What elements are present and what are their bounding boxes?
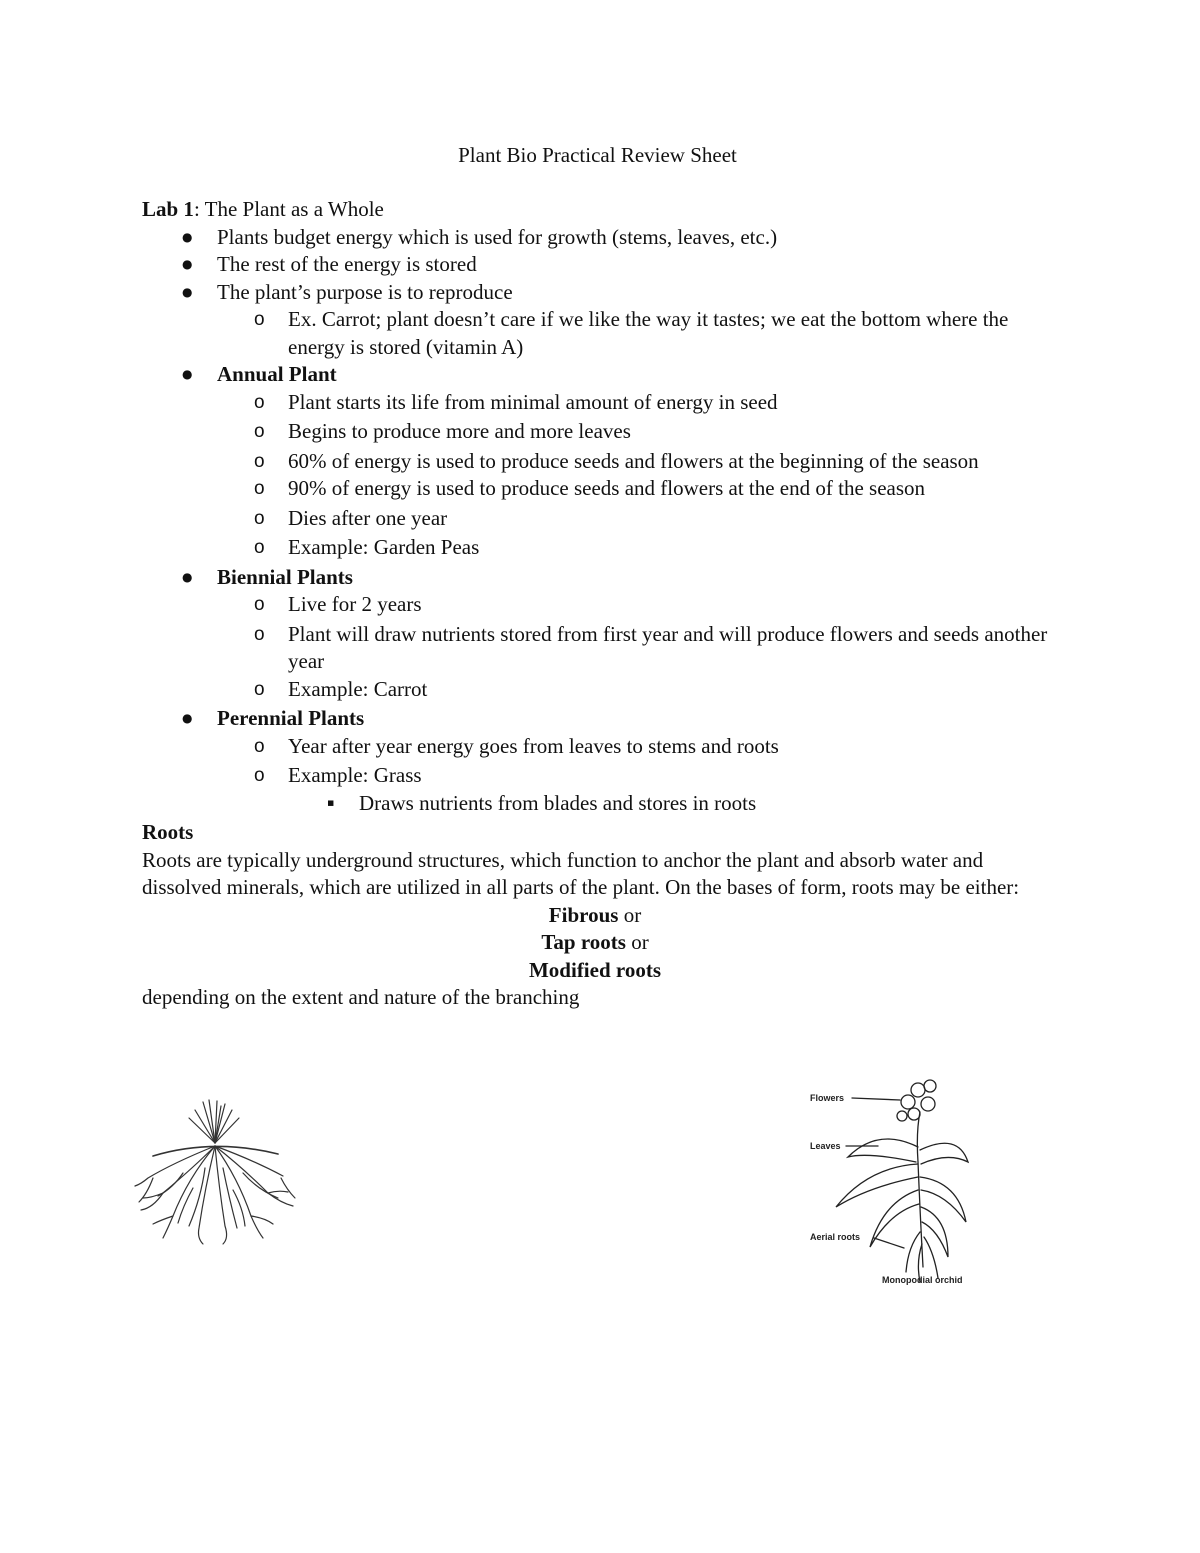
- circle-bullet-icon: o: [254, 507, 265, 529]
- list-item: o Plant starts its life from minimal amount of energy in seed: [142, 389, 1062, 417]
- biennial-plants-heading: ● Biennial Plants: [142, 564, 1062, 592]
- orchid-illustration: [808, 1072, 980, 1288]
- fibrous-roots-icon: [133, 1098, 298, 1246]
- lab1-heading: [142, 196, 1062, 224]
- list-item: o Example: Carrot: [142, 676, 1062, 704]
- list-item: o Example: Garden Peas: [142, 534, 1062, 562]
- circle-bullet-icon: o: [254, 594, 265, 615]
- circle-bullet-icon: o: [254, 623, 265, 645]
- list-item: o Plant will draw nutrients stored from first year and will produce flowers and seeds another year: [254, 621, 1048, 673]
- lab1-label: Lab 1: [142, 197, 194, 221]
- list-item: o 60% of energy is used to produce seeds and flowers at the beginning of the season: [142, 448, 1062, 476]
- bullet-icon: [182, 279, 192, 310]
- root-type-fibrous: Fibrous or: [548, 902, 642, 927]
- list-item: ● The rest of the energy is stored: [142, 251, 1062, 279]
- root-type-modified: Modified roots: [528, 957, 662, 982]
- roots-heading: Roots: [142, 820, 194, 844]
- circle-bullet-icon: o: [254, 537, 265, 558]
- lab1-title: : The Plant as a Whole: [193, 197, 384, 221]
- list-item: o Dies after one year: [142, 505, 1062, 533]
- list-item: o Ex. Carrot; plant doesn’t care if we like the way it tastes; we eat the bottom where the energy is stored (vitamin A): [254, 307, 1009, 359]
- orchid-caption: Monopodial orchid: [882, 1275, 963, 1285]
- list-item: o Live for 2 years: [142, 591, 1062, 619]
- lab1-list: [142, 224, 1062, 818]
- circle-bullet-icon: o: [254, 309, 265, 330]
- bullet-icon: [182, 224, 192, 255]
- list-item: ● The plant’s purpose is to reproduce: [142, 279, 1062, 307]
- orchid-label-flowers: Flowers: [810, 1093, 845, 1103]
- bullet-icon: [182, 705, 192, 736]
- list-item: o Year after year energy goes from leaves to stems and roots: [142, 733, 1062, 761]
- list-item: o Begins to produce more and more leaves: [142, 418, 1062, 446]
- orchid-icon: [808, 1072, 980, 1288]
- circle-bullet-icon: o: [254, 450, 265, 472]
- circle-bullet-icon: o: [254, 735, 265, 757]
- document-body: [142, 196, 1062, 1012]
- root-type-tap: Tap roots or: [541, 930, 649, 954]
- roots-closing: depending on the extent and nature of the branching: [142, 985, 580, 1009]
- roots-paragraph: Roots are typically underground structures, which function to anchor the plant and absorb water and dissolved minerals, which are utilized in all parts of the plant. On the bases of form, roots may be either:: [142, 847, 1020, 899]
- orchid-label-aerial-roots: Aerial roots: [810, 1232, 861, 1242]
- circle-bullet-icon: o: [254, 765, 265, 786]
- bullet-icon: [182, 361, 192, 392]
- list-item: ● Plants budget energy which is used for growth (stems, leaves, etc.): [142, 224, 1062, 252]
- circle-bullet-icon: o: [254, 678, 265, 700]
- circle-bullet-icon: o: [254, 478, 265, 499]
- square-bullet-icon: ▪: [327, 795, 335, 809]
- list-item: o Example: Grass: [142, 762, 1062, 790]
- fibrous-roots-illustration: [133, 1098, 298, 1246]
- circle-bullet-icon: o: [254, 421, 265, 442]
- bullet-icon: [182, 251, 192, 282]
- annual-plant-heading: ● Annual Plant: [142, 361, 1062, 389]
- circle-bullet-icon: o: [254, 391, 265, 413]
- list-item: ▪ Draws nutrients from blades and stores in roots: [327, 790, 757, 815]
- page-title: Plant Bio Practical Review Sheet: [458, 143, 737, 167]
- perennial-plants-heading: ● Perennial Plants: [142, 705, 1062, 733]
- list-item: o 90% of energy is used to produce seeds and flowers at the end of the season: [142, 475, 1062, 503]
- bullet-icon: [182, 564, 192, 595]
- orchid-label-leaves: Leaves: [810, 1141, 841, 1151]
